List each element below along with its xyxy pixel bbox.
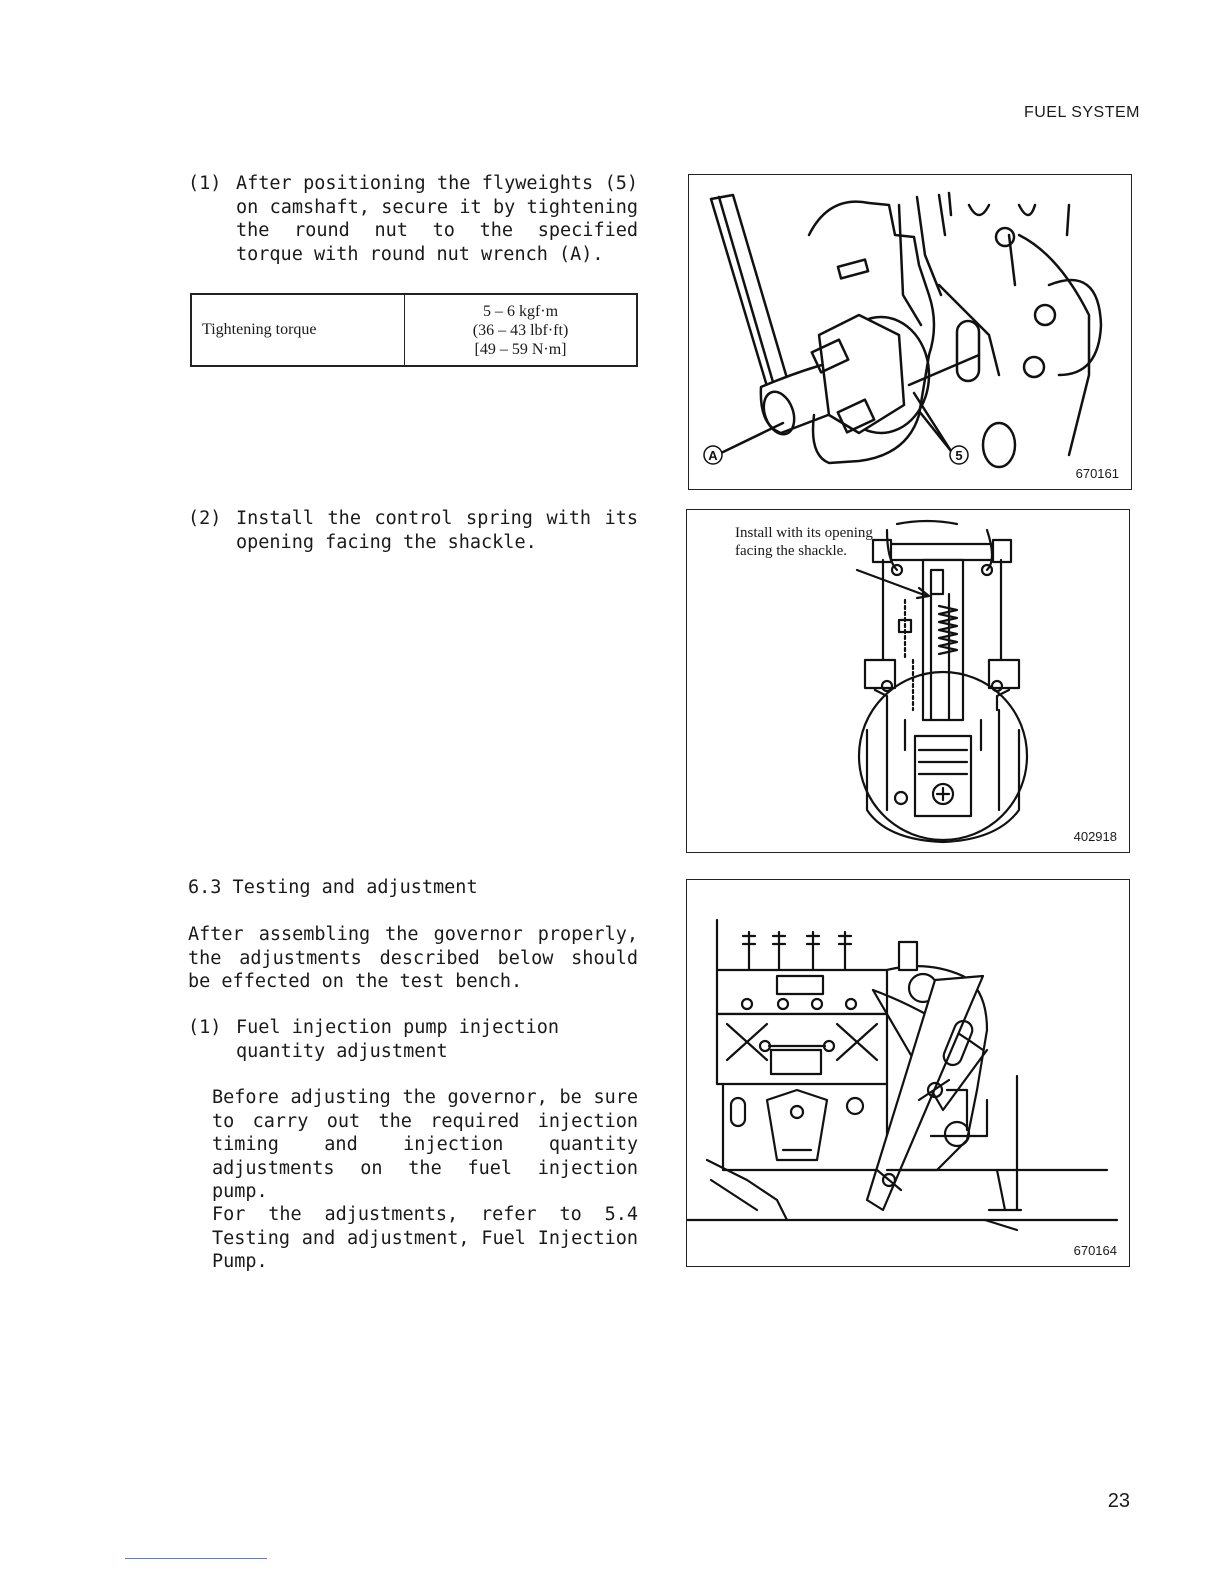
figure-control-spring	[686, 509, 1130, 853]
page-number: 23	[1107, 1490, 1130, 1512]
figure-flyweight-wrench	[688, 174, 1132, 490]
torque-value-kgfm: 5 – 6 kgf·m	[482, 302, 559, 320]
torque-value-lbfft: (36 – 43 lbf·ft)	[472, 321, 569, 339]
label-5: 5	[955, 448, 963, 463]
figure-2-code: 402918	[1073, 829, 1117, 844]
reference-note: For the adjustments, refer to 5.4 Testing and adjustment, Fuel Injection Pump.	[212, 1204, 638, 1272]
adjustment-item-1-number: (1)	[188, 1017, 222, 1038]
torque-values	[405, 294, 638, 366]
footer-rule	[125, 1558, 267, 1559]
section-header: FUEL SYSTEM	[1023, 104, 1140, 121]
adjustment-item-1	[188, 1016, 638, 1063]
control-spring-illustration	[687, 510, 1129, 852]
section-heading: 6.3 Testing and adjustment	[188, 877, 478, 898]
torque-value-nm: [49 – 59 N·m]	[474, 340, 567, 358]
flyweight-wrench-illustration	[689, 175, 1131, 489]
spring-callout: Install with its opening facing the shackle.	[735, 525, 873, 559]
step-2	[188, 507, 638, 554]
torque-table	[190, 293, 638, 367]
figure-3-code: 670164	[1073, 1243, 1117, 1258]
figure-1-code: 670161	[1075, 466, 1119, 481]
governor-note: Before adjusting the governor, be sure to carry out the required injection timing and injection quantity adjustments on the fuel injection pump.	[212, 1087, 638, 1202]
step-2-text: Install the control spring with its opening facing the shackle.	[236, 508, 638, 553]
torque-label: Tightening torque	[191, 294, 405, 366]
section-intro: After assembling the governor properly, the adjustments described below should be effected on the test bench.	[188, 924, 638, 992]
step-1-number: (1)	[188, 173, 222, 194]
adjustment-item-1-text: Fuel injection pump injection quantity adjustment	[236, 1017, 560, 1062]
test-bench-illustration	[687, 880, 1129, 1266]
label-a: A	[708, 448, 718, 463]
figure-test-bench	[686, 879, 1130, 1267]
step-1	[188, 172, 638, 266]
step-1-text: After positioning the flyweights (5) on camshaft, secure it by tightening the round nut to the specified torque with round nut wrench (A).	[236, 173, 638, 265]
step-2-number: (2)	[188, 508, 222, 529]
